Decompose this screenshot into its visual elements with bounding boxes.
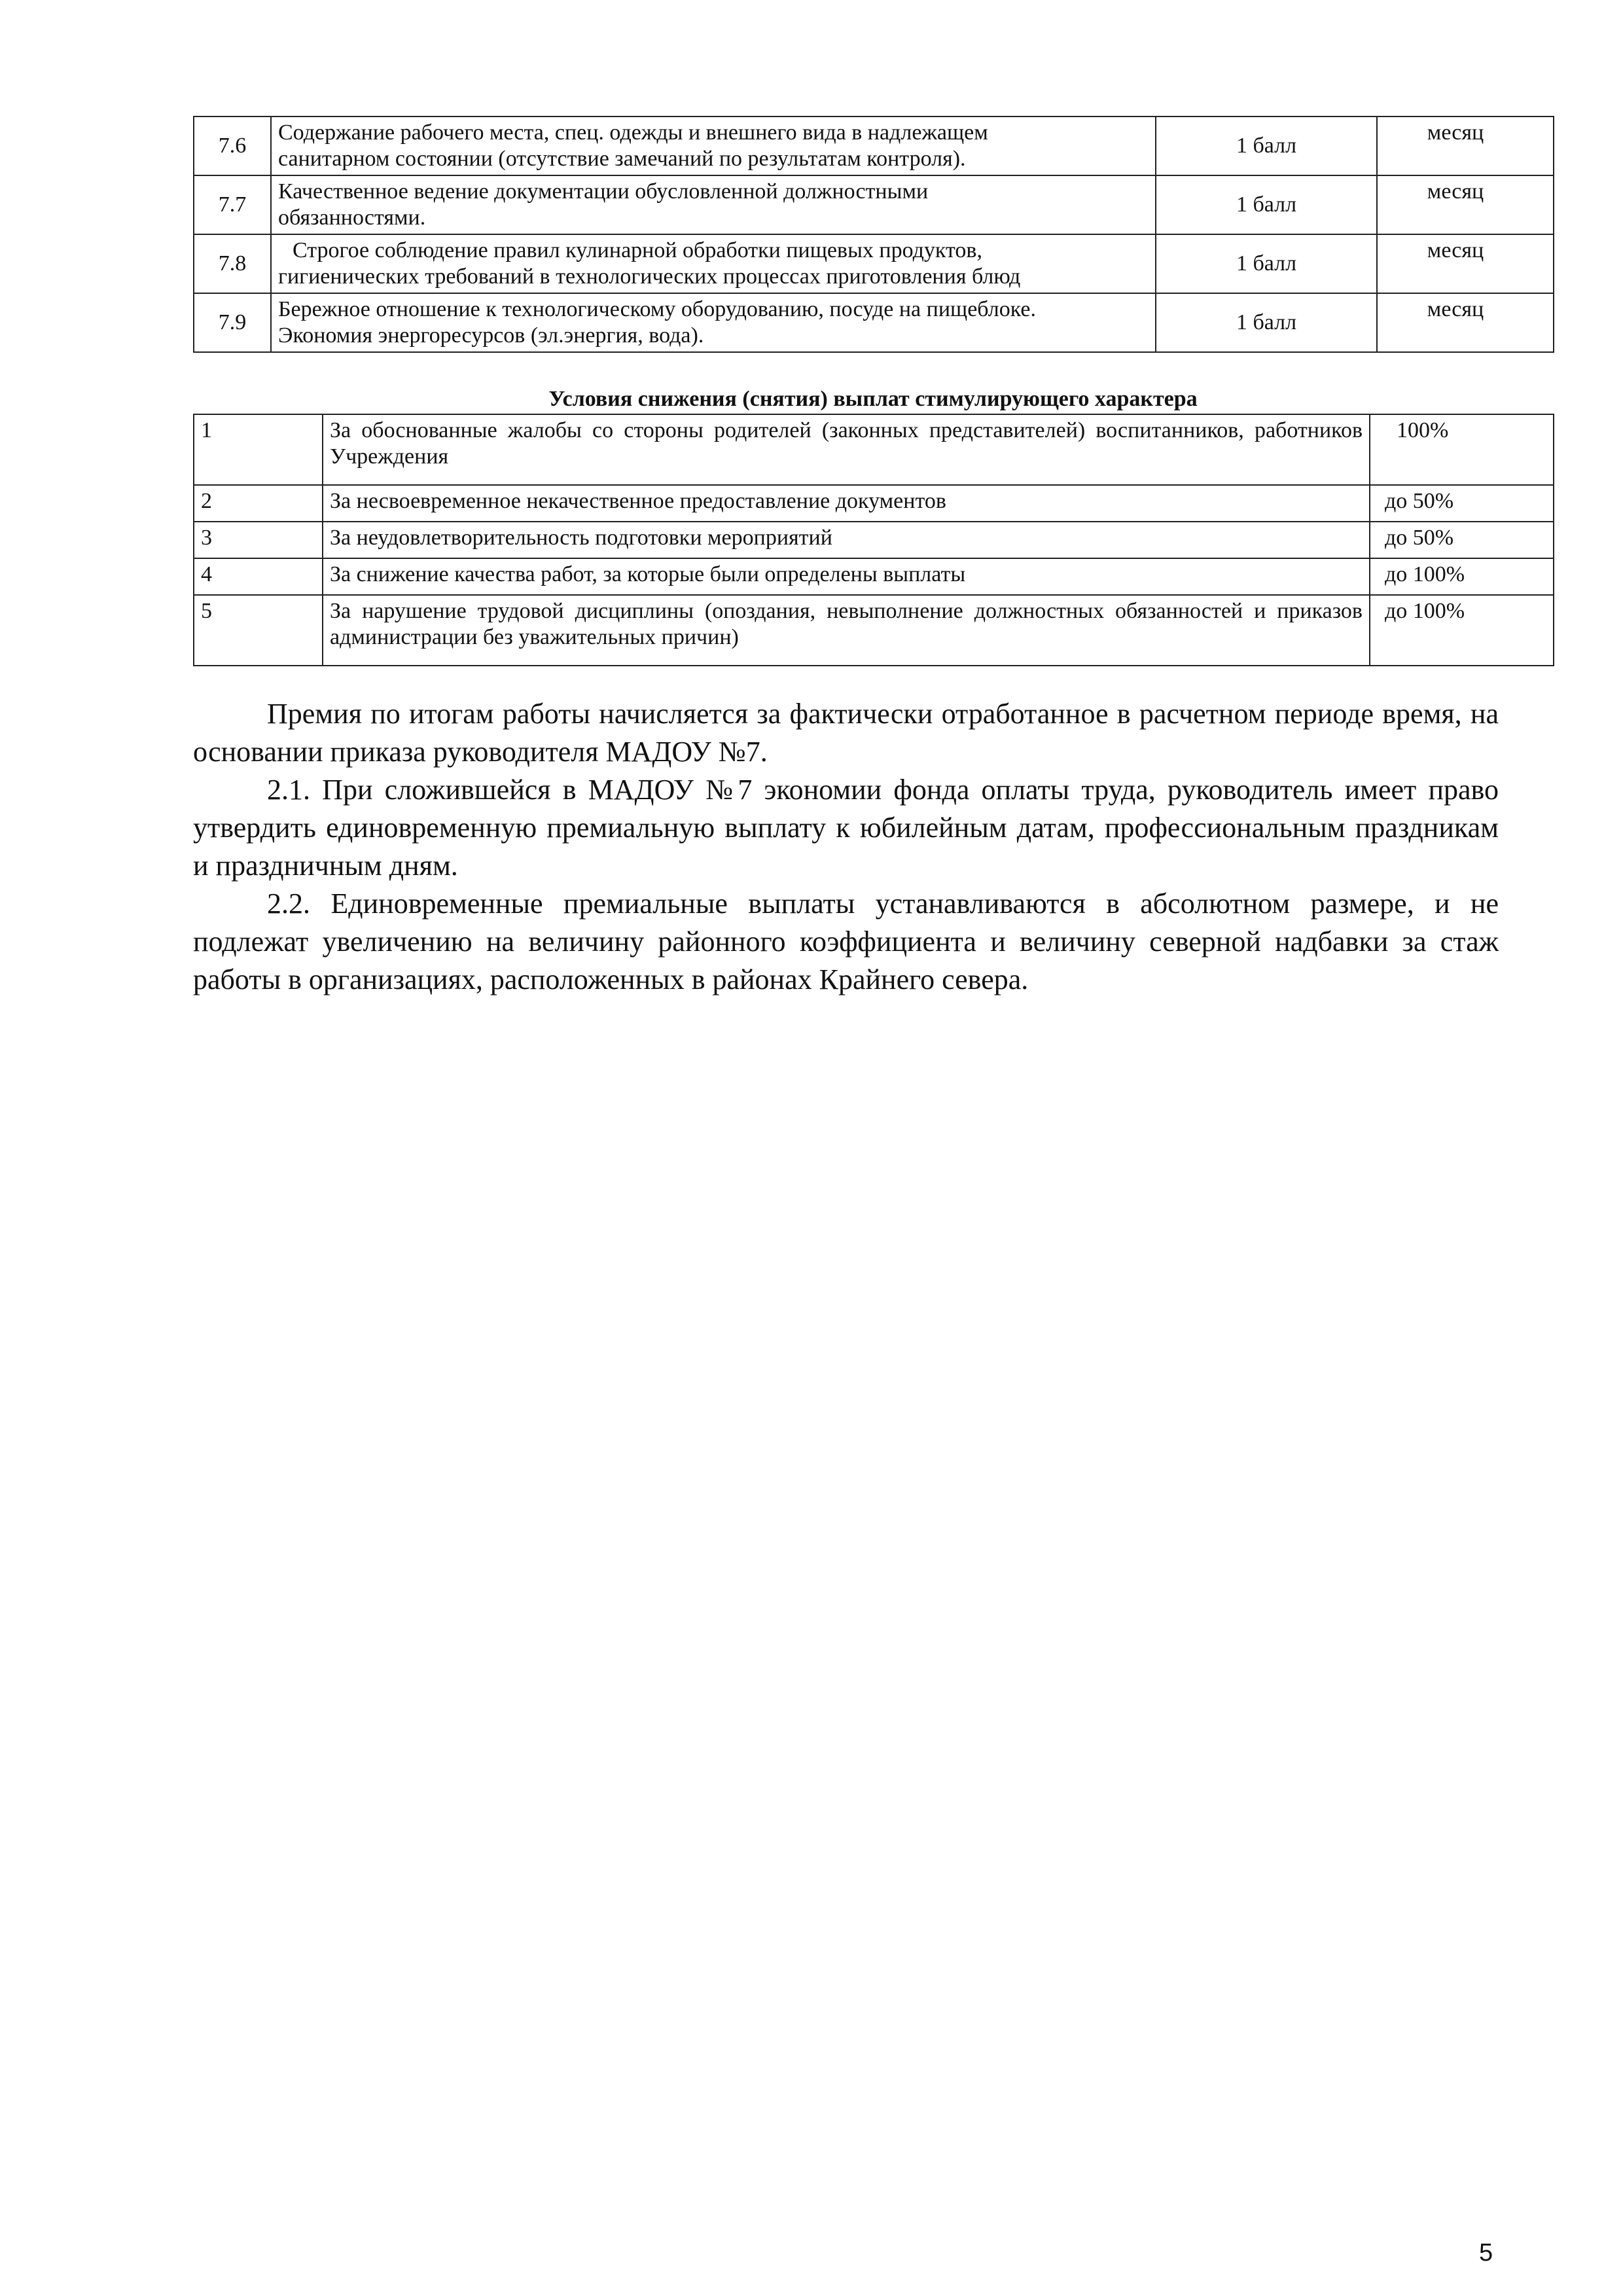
criterion-description-line: гигиенических требований в технологических процессах приготовления блюд: [278, 264, 1021, 289]
page-number: 5: [1479, 2239, 1493, 2267]
criterion-number: 7.7: [194, 175, 271, 234]
reduction-number: 2: [194, 485, 323, 522]
criterion-description-line: Строгое соблюдение правил кулинарной обработки пищевых продуктов,: [293, 238, 982, 262]
criterion-description-line: Бережное отношение к технологическому оборудованию, посуде на пищеблоке.: [278, 297, 1036, 321]
criterion-period: месяц: [1377, 117, 1554, 175]
table-row: [194, 175, 1554, 234]
table-row: [194, 234, 1554, 293]
criterion-number: 7.8: [194, 234, 271, 293]
criterion-number: 7.9: [194, 293, 271, 352]
criterion-description-line: Качественное ведение документации обусловленной должностными: [278, 179, 929, 204]
criterion-period: месяц: [1377, 293, 1554, 352]
criterion-description-line: Экономия энергоресурсов (эл.энергия, вода).: [278, 323, 704, 348]
reduction-value: до 100%: [1370, 595, 1554, 666]
reduction-value: до 50%: [1370, 485, 1554, 522]
reduction-number: 4: [194, 558, 323, 595]
reduction-value: до 50%: [1370, 522, 1554, 558]
criterion-score: 1 балл: [1156, 175, 1377, 234]
criterion-number: 7.6: [194, 117, 271, 175]
reduction-value: 100%: [1370, 414, 1554, 485]
criteria-table: [193, 116, 1554, 353]
paragraph: 2.2. Единовременные премиальные выплаты устанавливаются в абсолютном размере, и не подлежат увеличению на величину районного коэффициента и величину северной надбавки за стаж работы в организациях, расположенных в районах Крайнего севера.: [193, 888, 1499, 996]
paragraph: Премия по итогам работы начисляется за фактически отработанное в расчетном периоде время, на основании приказа руководителя МАДОУ №7.: [193, 698, 1499, 768]
criterion-score: 1 балл: [1156, 117, 1377, 175]
table-row: [194, 558, 1554, 595]
reduction-description: За неудовлетворительность подготовки мероприятий: [323, 522, 1370, 558]
criterion-description: [271, 175, 1156, 234]
paragraph: 2.1. При сложившейся в МАДОУ №7 экономии фонда оплаты труда, руководитель имеет право утвердить единовременную премиальную выплату к юбилейным датам, профессиональным праздникам и праздничным дням.: [193, 774, 1499, 882]
criterion-description: [271, 117, 1156, 175]
table-row: [194, 485, 1554, 522]
criterion-description-line: обязанностями.: [278, 206, 426, 230]
criterion-description-line: Содержание рабочего места, спец. одежды и внешнего вида в надлежащем: [278, 120, 988, 145]
body-text: [193, 695, 1499, 999]
table-row: [194, 595, 1554, 666]
criterion-period: месяц: [1377, 234, 1554, 293]
reduction-value: до 100%: [1370, 558, 1554, 595]
criterion-description: [271, 234, 1156, 293]
criterion-score: 1 балл: [1156, 234, 1377, 293]
reduction-description: За обоснованные жалобы со стороны родителей (законных представителей) воспитанников, работников Учреждения: [323, 414, 1370, 485]
table-row: [194, 293, 1554, 352]
criterion-score: 1 балл: [1156, 293, 1377, 352]
reduction-description: За снижение качества работ, за которые были определены выплаты: [323, 558, 1370, 595]
table-row: [194, 414, 1554, 485]
reduction-section-title: Условия снижения (снятия) выплат стимулирующего характера: [548, 387, 1198, 411]
criterion-description-line: санитарном состоянии (отсутствие замечаний по результатам контроля).: [278, 147, 966, 171]
reduction-table: [193, 414, 1554, 666]
criterion-period: месяц: [1377, 175, 1554, 234]
reduction-description: За нарушение трудовой дисциплины (опоздания, невыполнение должностных обязанностей и приказов администрации без уважительных причин): [323, 595, 1370, 666]
table-row: [194, 117, 1554, 175]
reduction-description: За несвоевременное некачественное предоставление документов: [323, 485, 1370, 522]
reduction-number: 1: [194, 414, 323, 485]
criterion-description: [271, 293, 1156, 352]
table-row: [194, 522, 1554, 558]
reduction-number: 3: [194, 522, 323, 558]
reduction-number: 5: [194, 595, 323, 666]
